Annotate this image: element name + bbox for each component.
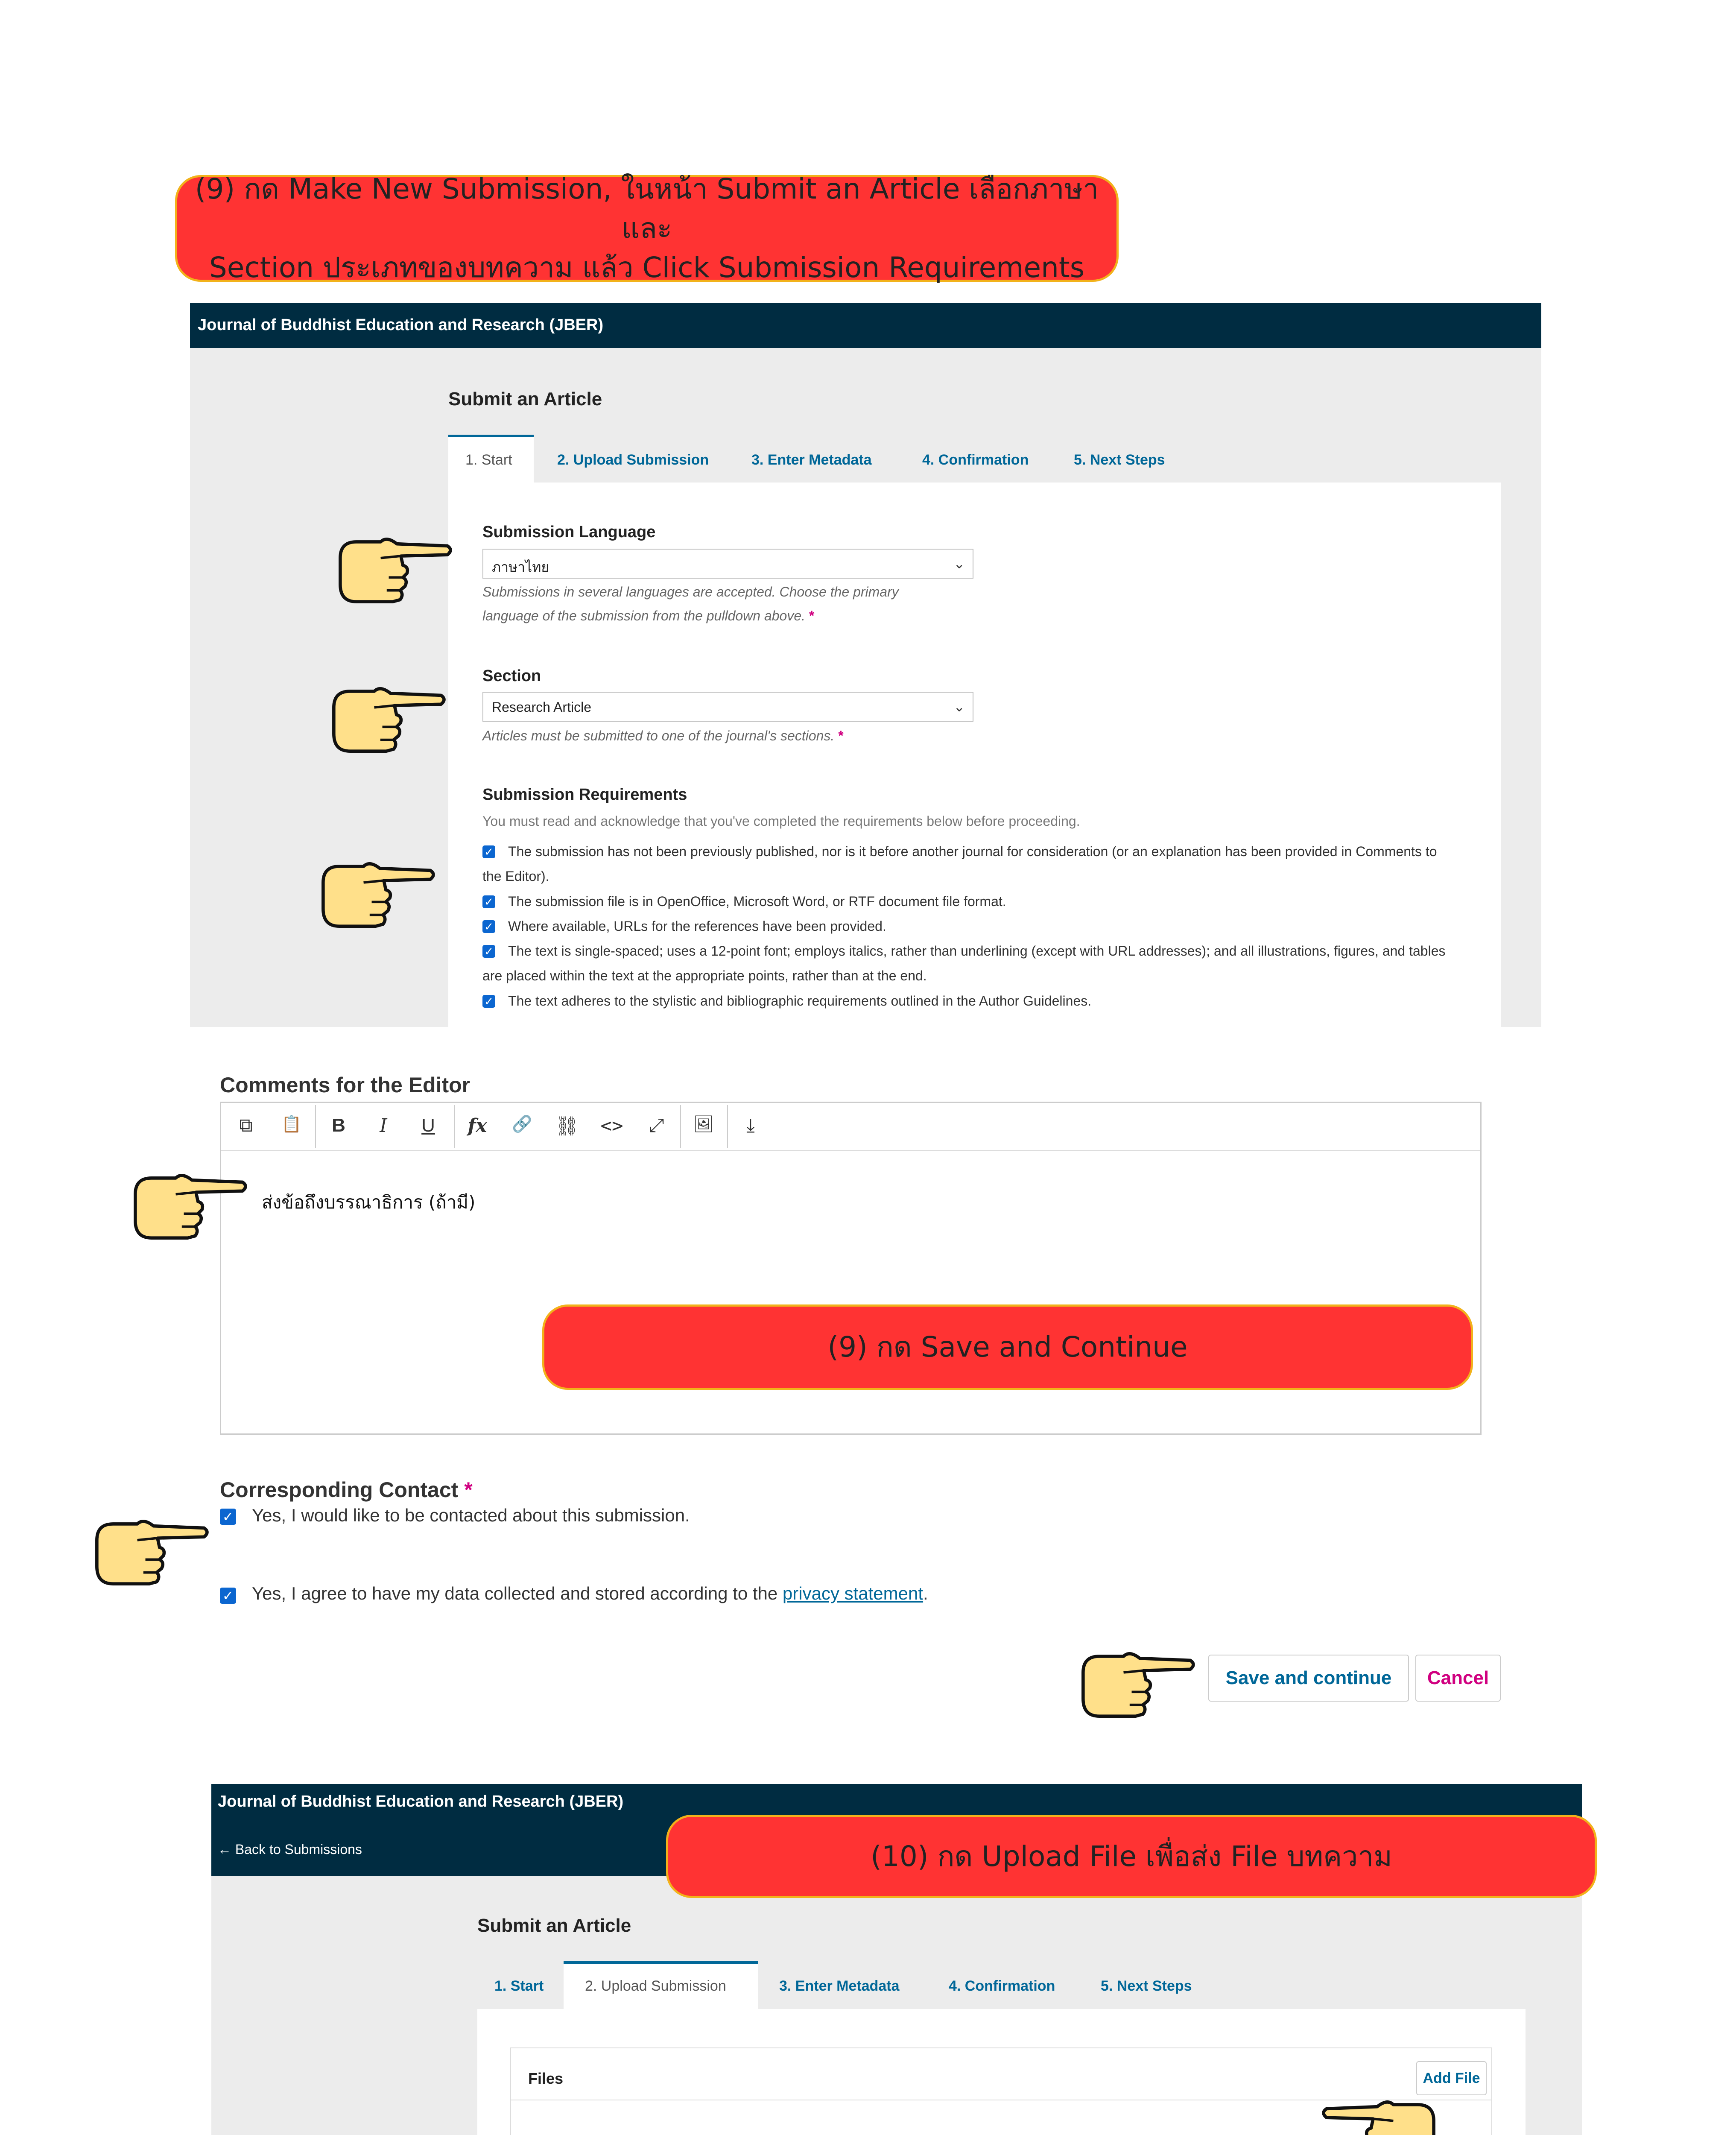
link-icon[interactable]: 🔗 <box>512 1115 532 1133</box>
requirement-text-4: The text is single-spaced; uses a 12-point font; employs italics, rather than underlining (except with URL addresses); and all illustrations, figures, and tables are placed within the text at the appropriate points, rather than at the end. <box>482 943 1446 983</box>
privacy-consent-label <box>252 1583 928 1604</box>
requirement-checkbox[interactable]: ✓ <box>482 845 495 858</box>
tab-next-steps-2[interactable]: 5. Next Steps <box>1101 1978 1192 1994</box>
callout-step9-instructions <box>175 175 1119 282</box>
underline-icon[interactable]: U <box>421 1115 435 1136</box>
requirement-checkbox[interactable]: ✓ <box>482 920 495 933</box>
copy-icon[interactable]: ⧉ <box>239 1115 253 1136</box>
paste-icon[interactable]: 📋 <box>281 1115 302 1133</box>
privacy-consent-checkbox[interactable]: ✓ <box>220 1588 236 1604</box>
code-icon[interactable]: <> <box>600 1115 623 1137</box>
requirement-text-1: The submission has not been previously published, nor is it before another journal for consideration (or an explanation has been provided in Comments to the Editor). <box>482 844 1437 884</box>
contact-consent-label: Yes, I would like to be contacted about this submission. <box>252 1505 690 1525</box>
language-select[interactable] <box>482 549 973 579</box>
pointing-hand-icon <box>329 534 457 611</box>
callout-step9-line1: (9) กด Make New Submission, ในหน้า Submit an Article เลือกภาษาและ <box>195 173 1099 245</box>
privacy-statement-link[interactable]: privacy statement <box>782 1583 924 1603</box>
save-continue-button[interactable]: Save and continue <box>1208 1655 1409 1702</box>
back-to-submissions-link[interactable]: ← Back to Submissions <box>218 1842 362 1857</box>
image-icon[interactable]: 🖼 <box>693 1115 714 1133</box>
italic-icon[interactable]: I <box>380 1115 387 1137</box>
language-value: ภาษาไทย <box>492 559 549 575</box>
tab-confirmation-2[interactable]: 4. Confirmation <box>949 1978 1055 1994</box>
upload-icon[interactable]: ⤓ <box>746 1115 755 1136</box>
pointing-hand-icon <box>85 1516 213 1593</box>
callout-step9-save-text: (9) กด Save and Continue <box>827 1331 1188 1363</box>
page-title-2: Submit an Article <box>477 1915 631 1936</box>
page-title: Submit an Article <box>448 389 602 409</box>
comments-text: ส่งข้อถึงบรรณาธิการ (ถ้ามี) <box>262 1192 476 1213</box>
language-help-line2: language of the submission from the pulldown above. <box>482 608 806 623</box>
files-title: Files <box>528 2070 564 2087</box>
editor-toolbar <box>221 1103 1480 1151</box>
formula-icon[interactable]: fx <box>468 1115 487 1137</box>
pointing-hand-icon <box>312 858 440 935</box>
pointing-hand-icon <box>322 683 450 760</box>
fullscreen-icon[interactable]: ⤢ <box>649 1115 664 1136</box>
pointing-hand-icon <box>1072 1648 1200 1725</box>
bold-icon[interactable]: B <box>332 1115 345 1136</box>
language-label: Submission Language <box>482 523 656 541</box>
requirement-text: Where available, URLs for the references have been provided. <box>508 918 886 934</box>
callout-step9-line2: Section ประเภทของบทความ แล้ว Click Submission Requirements <box>209 251 1085 284</box>
requirement-text: The text adheres to the stylistic and bibliographic requirements outlined in the Author Guidelines. <box>508 993 1092 1009</box>
callout-step10-upload <box>666 1815 1597 1898</box>
language-help-line1: Submissions in several languages are accepted. Choose the primary <box>482 584 899 600</box>
callout-step10-text: (10) กด Upload File เพื่อส่ง File บทความ <box>871 1840 1392 1873</box>
requirement-checkbox[interactable]: ✓ <box>482 945 495 958</box>
contact-label-text: Corresponding Contact <box>220 1478 459 1502</box>
tab-active-indicator <box>448 435 534 437</box>
tab-active-indicator-2 <box>564 1961 758 1964</box>
tab-enter-metadata[interactable]: 3. Enter Metadata <box>751 452 872 468</box>
chevron-down-icon: ⌄ <box>953 556 965 571</box>
section-value: Research Article <box>492 699 591 715</box>
requirements-label: Submission Requirements <box>482 786 687 804</box>
requirements-intro: You must read and acknowledge that you've completed the requirements below before proceeding. <box>482 813 1080 829</box>
section-help-text: Articles must be submitted to one of the journal's sections. <box>482 728 835 743</box>
callout-step9-save <box>542 1304 1473 1390</box>
toolbar-separator <box>315 1105 316 1148</box>
journal-title: Journal of Buddhist Education and Research (JBER) <box>198 316 604 334</box>
tab-upload-submission[interactable]: 2. Upload Submission <box>557 452 709 468</box>
add-file-button[interactable]: Add File <box>1416 2061 1487 2095</box>
requirement-text <box>482 939 1456 988</box>
tab-enter-metadata-2[interactable]: 3. Enter Metadata <box>779 1978 900 1994</box>
required-mark: * <box>838 728 844 743</box>
journal-header <box>190 303 1541 348</box>
tab-start-2[interactable]: 1. Start <box>494 1978 544 1994</box>
requirement-checkbox[interactable]: ✓ <box>482 995 495 1008</box>
language-help <box>482 580 995 628</box>
tab-confirmation[interactable]: 4. Confirmation <box>922 452 1029 468</box>
toolbar-separator <box>454 1105 455 1148</box>
privacy-prefix: Yes, I agree to have my data collected and stored according to the <box>252 1583 778 1603</box>
privacy-suffix: . <box>923 1583 928 1603</box>
requirement-text <box>482 839 1456 889</box>
section-help <box>482 724 1123 748</box>
section-label: Section <box>482 667 541 685</box>
section-select[interactable] <box>482 692 973 722</box>
tab-start[interactable]: 1. Start <box>465 452 512 468</box>
unlink-icon[interactable]: ⛓ <box>555 1116 579 1137</box>
journal-title-2: Journal of Buddhist Education and Research (JBER) <box>218 1793 624 1810</box>
cancel-button[interactable]: Cancel <box>1415 1655 1501 1702</box>
required-mark: * <box>809 608 815 623</box>
contact-consent-checkbox[interactable]: ✓ <box>220 1509 236 1525</box>
comments-label: Comments for the Editor <box>220 1073 471 1097</box>
toolbar-separator <box>680 1105 681 1148</box>
pointing-hand-icon <box>124 1170 252 1247</box>
tab-upload-submission-2[interactable]: 2. Upload Submission <box>585 1978 726 1994</box>
requirement-checkbox[interactable]: ✓ <box>482 895 495 908</box>
toolbar-separator <box>727 1105 728 1148</box>
pointing-hand-icon <box>1317 2097 1445 2135</box>
tab-next-steps[interactable]: 5. Next Steps <box>1074 452 1165 468</box>
contact-label <box>220 1477 473 1502</box>
requirement-text: The submission file is in OpenOffice, Microsoft Word, or RTF document file format. <box>508 894 1006 909</box>
chevron-down-icon: ⌄ <box>953 699 965 714</box>
required-mark: * <box>464 1478 473 1502</box>
